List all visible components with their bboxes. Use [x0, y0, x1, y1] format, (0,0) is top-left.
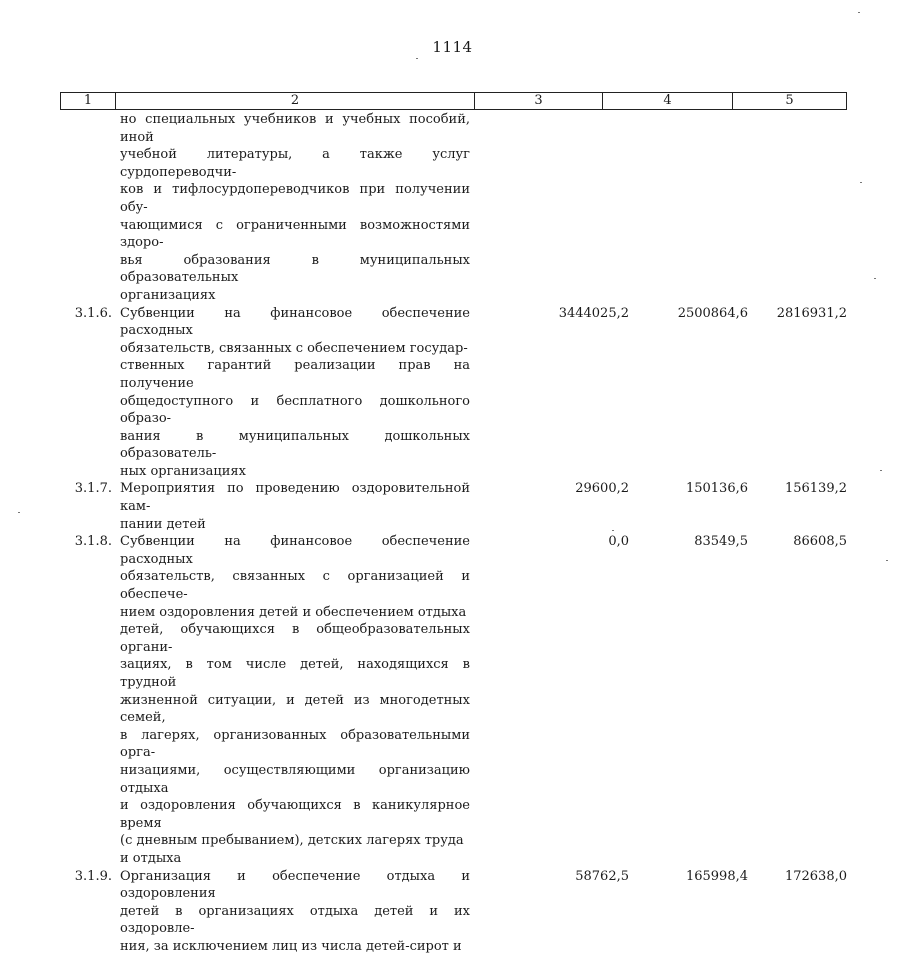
description-line: ственных гарантий реализации прав на получение [120, 358, 470, 391]
header-col-5: 5 [785, 93, 794, 108]
description-line: зациях, в том числе детей, находящихся в трудной [120, 657, 470, 690]
description-line: жизненной ситуации, и детей из многодетных семей, [120, 692, 470, 726]
value-col5: 86608,5 [793, 534, 847, 550]
description-line: общедоступного и бесплатного дошкольного образо- [120, 393, 470, 427]
value-col4: 83549,5 [694, 534, 748, 550]
description-line: вья образования в муниципальных образовательных [120, 252, 470, 286]
table-body [60, 111, 847, 956]
table-row [60, 111, 847, 305]
scan-speck [612, 530, 614, 531]
table-row [60, 868, 847, 956]
scan-speck [874, 278, 876, 279]
description-line: чающимися с ограниченными возможностями здоро- [120, 217, 470, 251]
row-number: 3.1.7. [74, 481, 112, 497]
scan-speck [18, 512, 20, 513]
value-col5: 2816931,2 [776, 305, 847, 321]
description-line: Организация и обеспечение отдыха и оздоровления [120, 868, 470, 902]
description-line: учебной литературы, а также услуг сурдопереводчи- [120, 147, 470, 180]
page-number: 1114 [432, 38, 473, 56]
row-description [120, 533, 470, 867]
scan-speck [416, 58, 418, 59]
scan-speck [886, 560, 888, 561]
description-line: (с дневным пребыванием), детских лагерях труда [120, 833, 464, 849]
value-col3: 29600,2 [575, 481, 629, 497]
value-col5: 172638,0 [784, 868, 847, 884]
row-description [120, 480, 470, 533]
header-col-4: 4 [603, 93, 733, 109]
description-line: и оздоровления обучающихся в каникулярное время [120, 798, 470, 831]
table-header-row [60, 92, 847, 110]
row-description [120, 868, 470, 956]
description-line: детей, обучающихся в общеобразовательных органи- [120, 622, 470, 655]
scan-speck [858, 12, 860, 13]
header-col-3: 3 [475, 93, 603, 109]
scan-speck [860, 182, 862, 183]
value-col5: 156139,2 [784, 481, 847, 497]
value-col3 [470, 111, 633, 305]
row-number: 3.1.9. [74, 868, 112, 884]
row-description [120, 305, 470, 481]
value-col4: 2500864,6 [677, 305, 748, 321]
description-line: Мероприятия по проведению оздоровительной кам- [120, 481, 470, 515]
row-number: 3.1.6. [74, 305, 112, 321]
description-line: и отдыха [120, 850, 182, 866]
value-col3: 0,0 [608, 534, 629, 550]
table-row [60, 305, 847, 481]
value-col4: 150136,6 [685, 481, 748, 497]
description-line: обязательств, связанных с организацией и обеспече- [120, 569, 470, 603]
value-col4: 165998,4 [685, 868, 748, 884]
description-line: нием оздоровления детей и обеспечением отдыха [120, 604, 467, 620]
row-number: 3.1.8. [74, 534, 112, 550]
description-line: организациях [120, 287, 216, 303]
table-row [60, 533, 847, 867]
table-row [60, 480, 847, 533]
value-col3: 58762,5 [575, 868, 629, 884]
header-col-1: 1 [61, 93, 116, 109]
description-line: но специальных учебников и учебных пособий, иной [120, 112, 470, 145]
description-line: низациями, осуществляющими организацию отдыха [120, 762, 470, 796]
value-col3: 3444025,2 [558, 305, 629, 321]
row-description [120, 111, 470, 305]
header-col-2: 2 [116, 93, 475, 109]
description-line: детей в организациях отдыха детей и их оздоровле- [120, 903, 470, 937]
value-col4 [633, 111, 756, 305]
value-col5 [756, 111, 847, 305]
description-line: обязательств, связанных с обеспечением государ- [120, 340, 468, 356]
description-line: ных организациях [120, 463, 246, 479]
description-line: пании детей [120, 516, 206, 532]
scan-speck [880, 470, 882, 471]
description-line: ния, за исключением лиц из числа детей-сирот и [120, 938, 462, 954]
description-line: Субвенции на финансовое обеспечение расходных [120, 534, 470, 567]
description-line: в лагерях, организованных образовательными орга- [120, 727, 470, 761]
row-number [60, 111, 120, 305]
description-line: ков и тифлосурдопереводчиков при получении обу- [120, 182, 470, 215]
description-line: Субвенции на финансовое обеспечение расходных [120, 305, 470, 339]
description-line: вания в муниципальных дошкольных образователь- [120, 428, 470, 462]
